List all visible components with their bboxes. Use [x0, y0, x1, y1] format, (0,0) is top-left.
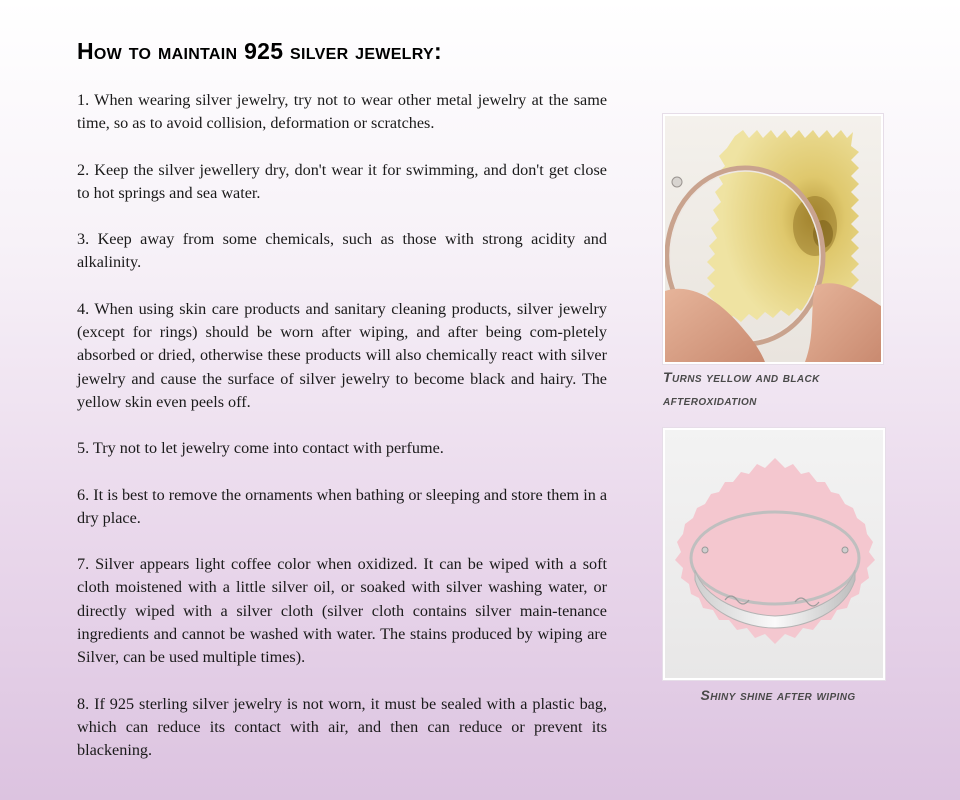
polished-bracelet-illustration [665, 430, 883, 678]
list-item: 5. Try not to let jewelry come into contact with perfume. [77, 439, 444, 458]
list-item: 8. If 925 sterling silver jewelry is not worn, it must be sealed with a plastic bag, which can reduce its contact with air, and then can reduce or prevent its blackening. [77, 694, 607, 760]
list-item: 1. When wearing silver jewelry, try not to wear other metal jewelry at the same time, so as to avoid collision, deformation or scratches. [77, 91, 607, 133]
list-item: 3. Keep away from some chemicals, such as those with strong acidity and alkalinity. [77, 230, 607, 272]
polished-bracelet-photo [663, 428, 885, 680]
list-item: 6. It is best to remove the ornaments when bathing or sleeping and store them in a dry place. [77, 485, 608, 527]
oxidized-bracelet-photo [663, 114, 883, 364]
list-item: 2. Keep the silver jewellery dry, don't wear it for swimming, and don't get close to hot springs and sea water. [77, 160, 607, 202]
page-title: How to maintain 925 silver jewelry: [77, 38, 442, 64]
oxidized-caption: Turns yellow and black afteroxidation [663, 369, 820, 408]
oxidized-bracelet-illustration [665, 116, 881, 362]
polished-caption: Shiny shine after wiping [700, 687, 856, 703]
list-item: 7. Silver appears light coffee color when oxidized. It can be wiped with a soft cloth moistened with a little silver oil, or soaked with silver washing water, or directly wiped with a silver cloth (silver cloth contains silver main-tenance ingredients and cannot be washed with water. The stains produced by wiping are Silver, can be used multiple times). [77, 555, 607, 667]
list-item: 4. When using skin care products and sanitary cleaning products, silver jewelry (except for rings) should be worn after wiping, and after being com-pletely absorbed or dried, otherwise these products will also chemically react with silver jewelry and cause the surface of silver jewelry to become black and hairy. The yellow skin even peels off. [77, 299, 607, 411]
maintenance-list [77, 89, 607, 786]
